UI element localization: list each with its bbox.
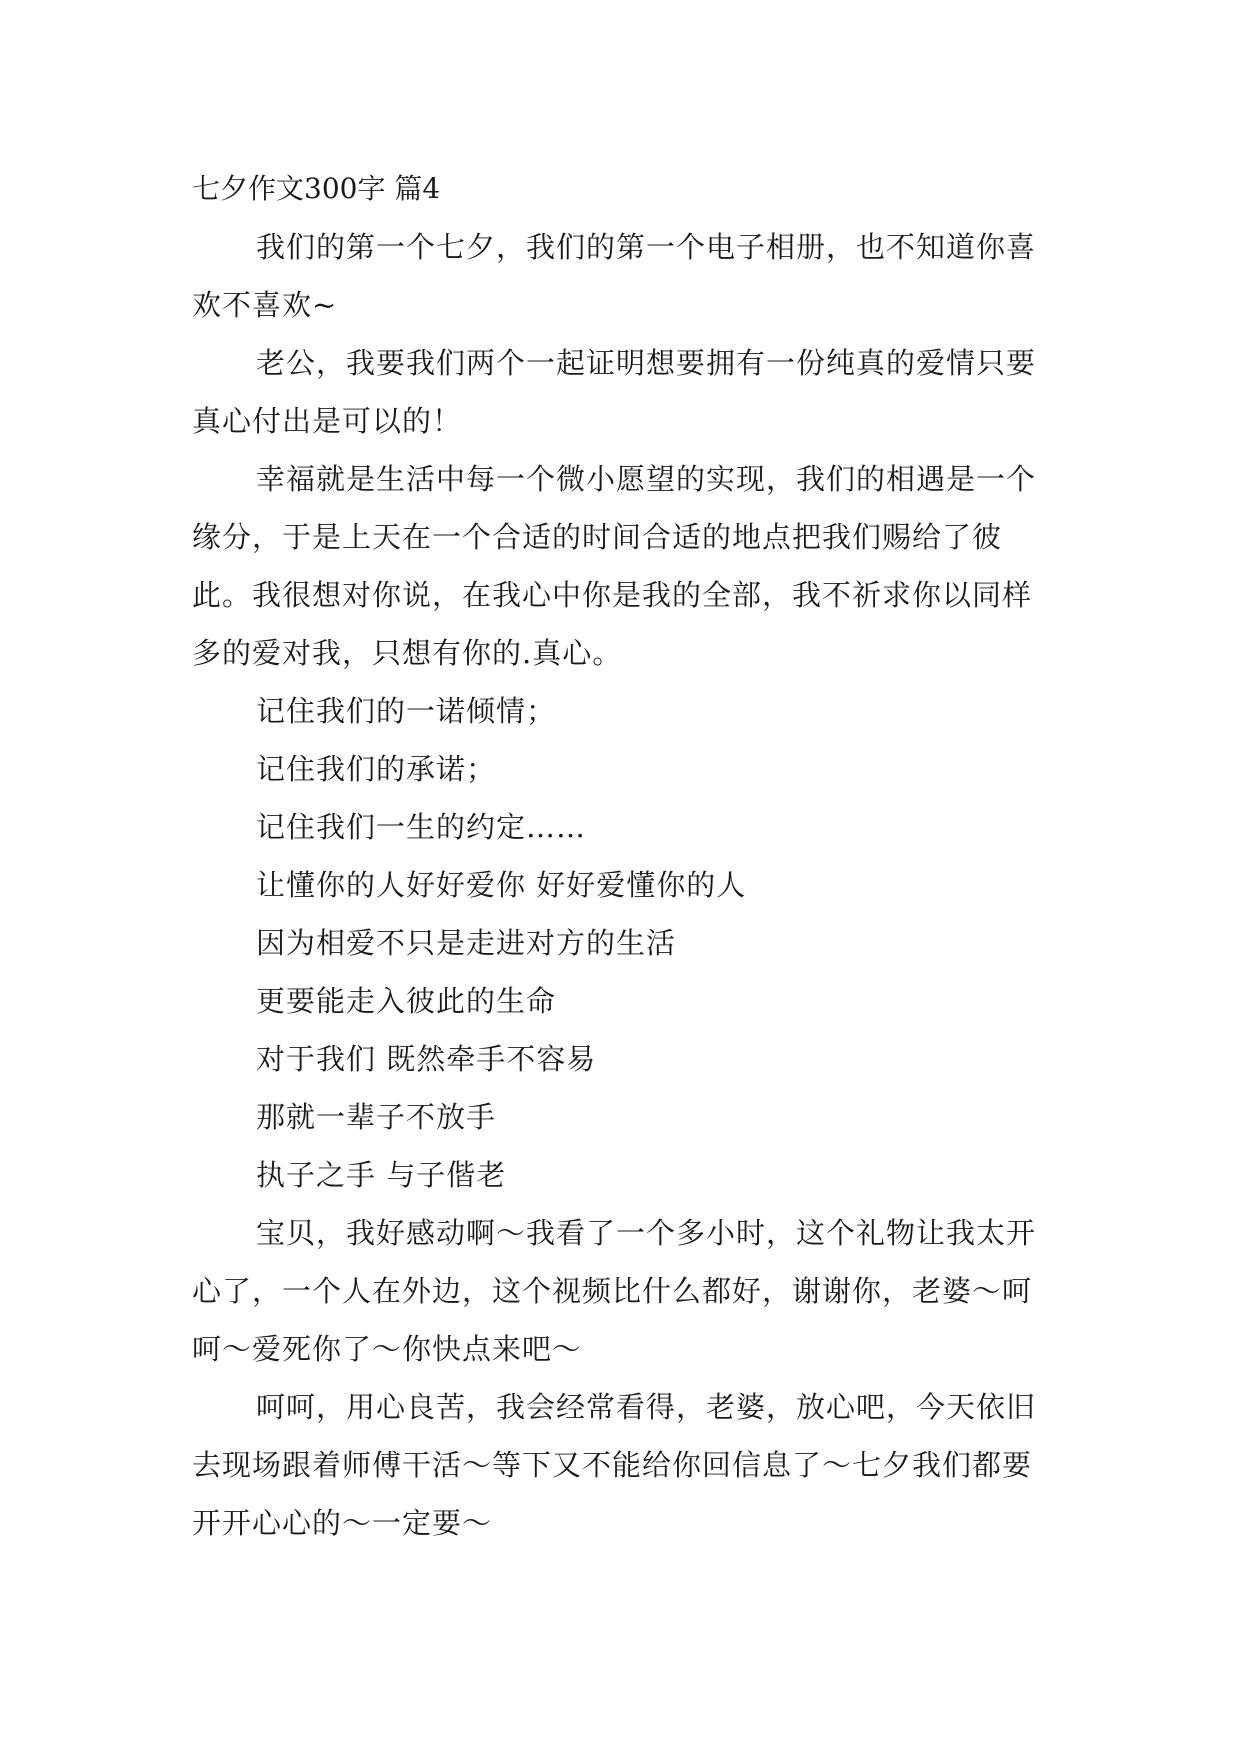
document-title: 七夕作文300字 篇4: [192, 172, 441, 205]
paragraph: 老公，我要我们两个一起证明想要拥有一份纯真的爱情只要真心付出是可以的！: [192, 346, 1037, 438]
poem-line: 对于我们 既然牵手不容易: [256, 1042, 597, 1076]
poem-line: 记住我们一生的约定……: [256, 810, 587, 844]
poem-line: 那就一辈子不放手: [256, 1100, 497, 1134]
paragraph: 我们的第一个七夕，我们的第一个电子相册，也不知道你喜欢不喜欢~: [192, 230, 1037, 322]
poem-line: 记住我们的一诺倾情；: [256, 694, 557, 728]
poem-line: 记住我们的承诺；: [256, 752, 497, 786]
poem-line: 让懂你的人好好爱你 好好爱懂你的人: [256, 868, 747, 902]
document-body: [192, 160, 1052, 1552]
paragraph: 呵呵，用心良苦，我会经常看得，老婆，放心吧，今天依旧去现场跟着师傅干活～等下又不能给你回信息了～七夕我们都要开开心心的～一定要～: [192, 1390, 1037, 1540]
paragraph: 宝贝，我好感动啊～我看了一个多小时，这个礼物让我太开心了，一个人在外边，这个视频比什么都好，谢谢你，老婆～呵呵～爱死你了～你快点来吧～: [192, 1216, 1037, 1366]
paragraph: 幸福就是生活中每一个微小愿望的实现，我们的相遇是一个缘分，于是上天在一个合适的时间合适的地点把我们赐给了彼此。我很想对你说，在我心中你是我的全部，我不祈求你以同样多的爱对我，只想有你的.真心。: [192, 462, 1037, 670]
poem-line: 因为相爱不只是走进对方的生活: [256, 926, 677, 960]
poem-line: 更要能走入彼此的生命: [256, 984, 557, 1018]
poem-line: 执子之手 与子偕老: [256, 1158, 507, 1192]
